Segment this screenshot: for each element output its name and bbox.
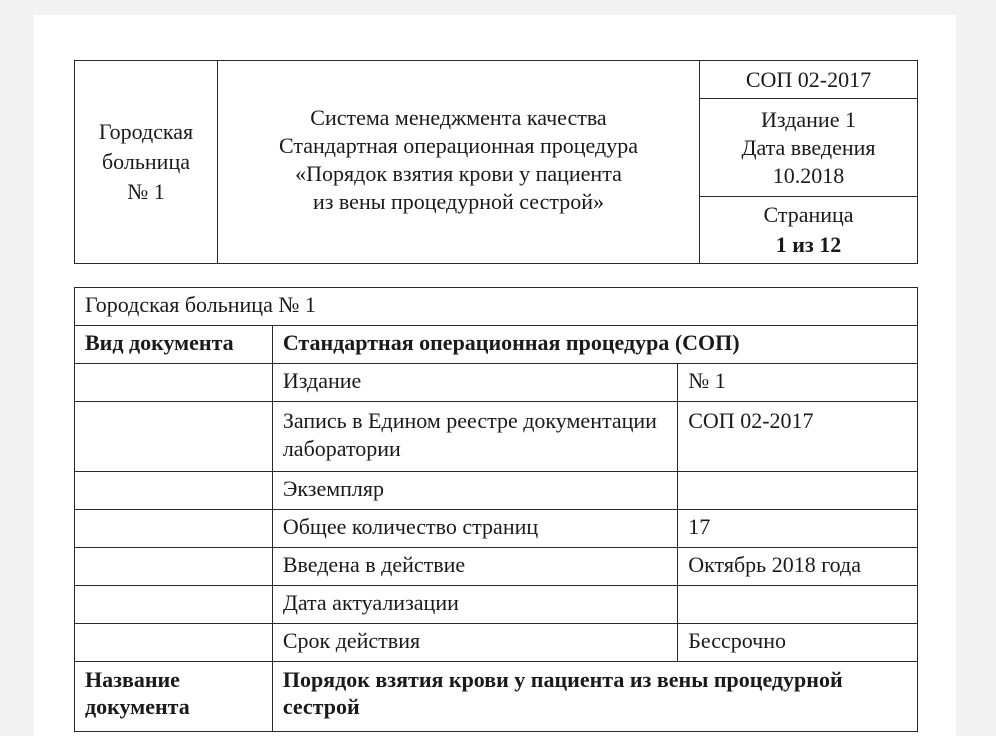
page-value: 1 из 12 [775, 232, 842, 257]
row-value [678, 586, 918, 624]
title-line: Стандартная операционная процедура [278, 133, 638, 158]
empty-cell [75, 624, 273, 662]
row-label: Запись в Едином реестре документации лаборатории [272, 402, 677, 472]
table-row [75, 548, 918, 586]
header-title [218, 61, 700, 263]
table-row [75, 586, 918, 624]
page-label: Страница [763, 202, 854, 227]
row-label: Срок действия [272, 624, 677, 662]
document-header [74, 60, 918, 264]
empty-cell [75, 402, 273, 472]
edition-text: Издание 1 [761, 106, 856, 132]
row-value: Бессрочно [678, 624, 918, 662]
row-label: Издание [272, 364, 677, 402]
title-line: из вены процедурной сестрой» [312, 189, 605, 214]
table-row [75, 510, 918, 548]
empty-cell [75, 472, 273, 510]
doc-type-value: Стандартная операционная процедура (СОП) [272, 326, 917, 364]
empty-cell [75, 548, 273, 586]
table-row-organization [75, 288, 918, 326]
date-value: 10.2018 [772, 162, 845, 188]
row-label: Экземпляр [272, 472, 677, 510]
date-label: Дата введения [741, 134, 876, 160]
table-row [75, 402, 918, 472]
doc-type-label: Вид документа [75, 326, 273, 364]
document-info-table [74, 287, 918, 732]
table-row-doc-type [75, 326, 918, 364]
row-label: Общее количество страниц [272, 510, 677, 548]
empty-cell [75, 364, 273, 402]
header-meta [700, 61, 917, 263]
header-edition-cell [700, 99, 917, 197]
table-row [75, 364, 918, 402]
table-row-doc-name [75, 662, 918, 732]
row-value: 17 [678, 510, 918, 548]
row-label: Дата актуализации [272, 586, 677, 624]
doc-name-value: Порядок взятия крови у пациента из вены процедурной сестрой [272, 662, 917, 732]
empty-cell [75, 510, 273, 548]
title-line: «Порядок взятия крови у пациента [295, 161, 622, 186]
table-row [75, 624, 918, 662]
organization-cell: Городская больница № 1 [75, 288, 918, 326]
org-line: № 1 [127, 179, 165, 204]
header-code-cell [700, 61, 917, 99]
header-page-cell [700, 197, 917, 263]
row-value: Октябрь 2018 года [678, 548, 918, 586]
document-code: СОП 02-2017 [745, 66, 872, 92]
doc-name-label: Название документа [75, 662, 273, 732]
empty-cell [75, 586, 273, 624]
row-value: № 1 [678, 364, 918, 402]
row-value [678, 472, 918, 510]
title-line: Система менеджмента качества [310, 105, 607, 130]
row-label: Введена в действие [272, 548, 677, 586]
org-line: Городская [98, 119, 194, 144]
table-row [75, 472, 918, 510]
org-line: больница [101, 149, 190, 174]
row-value: СОП 02-2017 [678, 402, 918, 472]
header-organization [75, 61, 218, 263]
